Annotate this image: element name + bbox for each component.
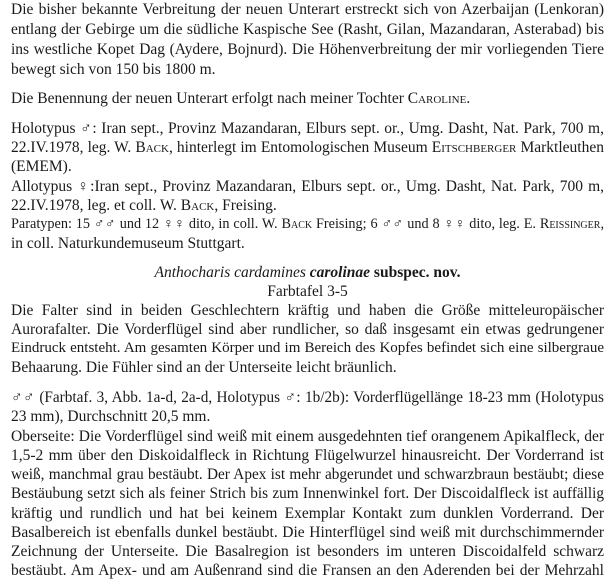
holotypus-l2a: 22.IV.1978, leg. W. [11, 139, 136, 156]
naming-text: Die Benennung der neuen Unterart erfolgt nach meiner Tochter [11, 90, 408, 107]
plate-reference: Farbtafel 3-5 [267, 283, 348, 300]
paratypen-l1c: Freising; 6 ♂♂ und 8 ♀♀ dito, leg. E. [312, 216, 540, 232]
taxon-name: Anthocharis cardamines [154, 264, 310, 281]
males-line-3: Oberseite: Die Vorderflügel sind weiß mit einem ausgedehnten tief orangenem Apikalfleck, der [11, 428, 604, 445]
paratypen-l1b: Back [281, 216, 313, 232]
taxon-subspecies: carolinae [309, 264, 371, 281]
allotypus-l2a: 22.IV.1978, leg. et coll. W. [11, 197, 181, 214]
males-line-6: Bestäubung setzt sich als feiner Strich bis zum Innenwinkel fort. Der Discoidalfleck ist auffällig [11, 485, 604, 502]
males-line-10: bestäubt. Am Apex- und am Außenrand sind die Fransen an den Aderenden bei der Mehrzahl [11, 562, 604, 579]
holotypus-l2b: Back [135, 139, 169, 156]
description-line-1: Die Falter sind in beiden Geschlechtern kräftig und haben die Größe mitteleuropäischer [11, 302, 604, 319]
paratypen-line-2: in coll. Naturkundemuseum Stuttgart. [11, 235, 245, 252]
holotypus-l2e: Marktleuthen [516, 139, 604, 156]
holotypus-l2c: , hinterlegt im Entomologischen Museum [168, 139, 432, 156]
males-line-8: Basalbereich ist ebenfalls dunkel bestäubt. Die Hinterflügel sind weiß mit durchschimmernder [11, 524, 604, 541]
holotypus-l2d: Eitschberger [431, 139, 517, 156]
males-line-4: 1,5-2 mm über den Diskoidalfleck in Richtung Flügelwurzel hinausreicht. Der Vorderrand ist [11, 447, 604, 464]
taxon-heading [11, 263, 604, 282]
taxon-status: subspec. nov. [370, 264, 461, 281]
description-line-3: Eindruck entsteht. Am gesamten Körper und im Bereich des Kopfes befindet sich eine silbergraue [11, 340, 604, 356]
allotypus-l2c: , Freising. [214, 197, 277, 214]
distribution-line-2: entlang der Gebirge um die südliche Kaspische See (Rasht, Gilan, Mazandaran, Asterabad) bis [11, 21, 604, 38]
paratypen-l1a: Paratypen: 15 ♂♂ und 12 ♀♀ dito, in coll. W. [11, 216, 282, 232]
males-line-5: weiß, manchmal grau bestäubt. Der Apex ist mehr abgerundet und schwarzbraun bestäubt; diese [11, 466, 604, 483]
description-line-4: Behaarung. Die Fühler sind an der Unterseite leicht bräunlich. [11, 359, 397, 376]
distribution-line-1: Die bisher bekannte Verbreitung der neuen Unterart erstreckt sich von Azerbaijan (Lenkoran) [11, 1, 604, 18]
naming-end: . [466, 90, 471, 107]
allotypus-line-1: Allotypus ♀:Iran sept., Provinz Mazandaran, Elburs sept. or., Umg. Dasht, Nat. Park, 700 m, [11, 178, 604, 195]
allotypus-l2b: Back [180, 197, 215, 214]
males-line-1: ♂♂ (Farbtaf. 3, Abb. 1a-d, 2a-d, Holotypus ♂: 1b/2b): Vorderflügellänge 18-23 mm (Holotypus [11, 389, 604, 406]
paratypen-l1e: , [600, 216, 604, 232]
holotypus-line-3: (EMEM). [11, 158, 72, 175]
paratypen-line-1 [11, 215, 604, 234]
holotypus-line-2 [11, 138, 604, 157]
naming-line [11, 89, 604, 108]
naming-name: Caroline [407, 90, 467, 107]
males-line-7: kräftig und rundlich und hat bei keinem Exemplar Kontakt zum dunklen Vorderrand. Der [11, 505, 604, 522]
paratypen-l1d: Reissinger [539, 216, 601, 232]
males-line-9: Zeichnung der Unterseite. Die Basalregion ist besonders im unteren Discoidalfeld schwarz [11, 543, 604, 560]
description-line-2: Aurorafalter. Die Vorderflügel sind aber rundlicher, so daß insgesamt ein etwas gedrungener [11, 321, 604, 338]
males-line-2: 23 mm), Durchschnitt 20,5 mm. [11, 408, 211, 425]
distribution-line-4: bewegt sich von 150 bis 1800 m. [11, 61, 216, 78]
allotypus-line-2 [11, 196, 604, 215]
distribution-line-3: ins westliche Kopet Dag (Aydere, Bojnurd). Die Höhenverbreitung der mir vorliegenden Tiere [11, 41, 604, 58]
holotypus-line-1: Holotypus ♂: Iran sept., Provinz Mazandaran, Elburs sept. or., Umg. Dasht, Nat. Park, 700 m, [11, 120, 604, 137]
